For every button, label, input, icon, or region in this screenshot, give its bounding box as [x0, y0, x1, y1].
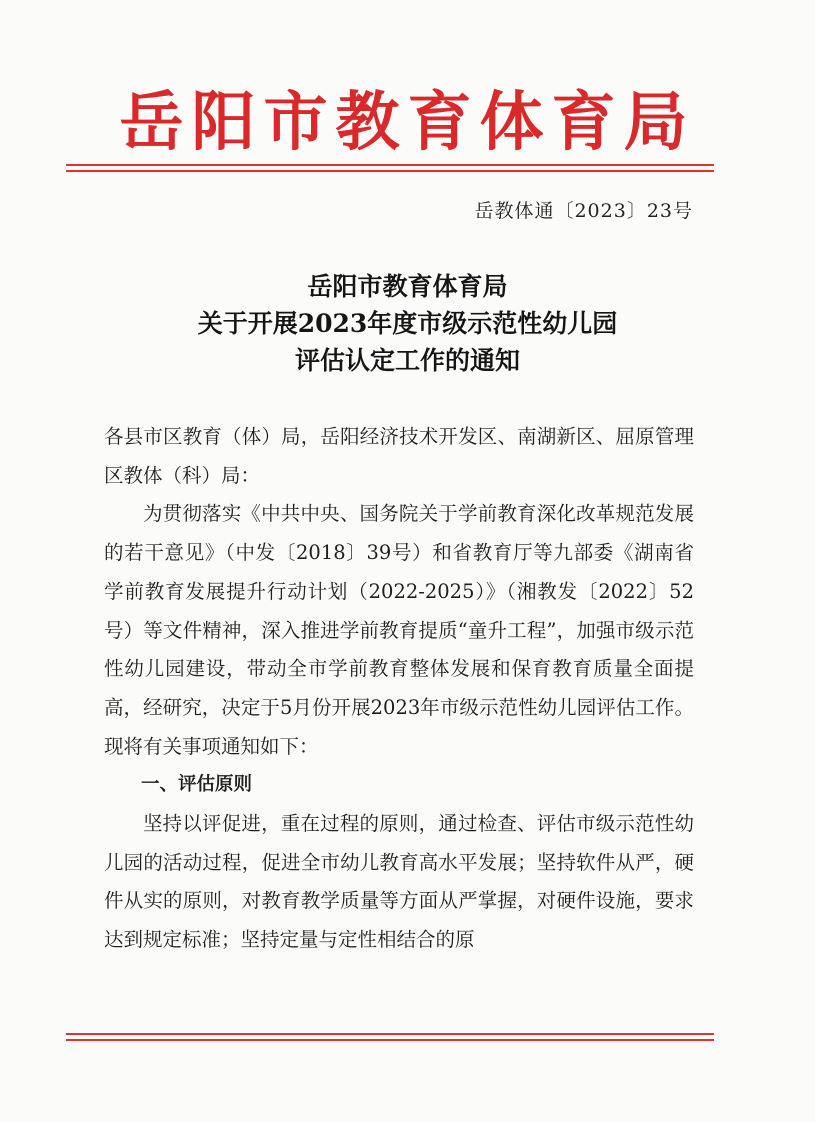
- salutation: 各县市区教育（体）局，岳阳经济技术开发区、南湖新区、屈原管理区教体（科）局：: [104, 425, 694, 487]
- paragraph-intro: 为贯彻落实《中共中央、国务院关于学前教育深化改革规范发展的若干意见》（中发〔2018〕39号）和省教育厅等九部委《湖南省学前教育发展提升行动计划（2022-2025）》（湘教发〔2022〕52号）等文件精神，深入推进学前教育提质“童升工程”，加强市级示范性幼儿园建设，带动全市学前教育整体发展和保育教育质量全面提高，经研究，决定于5月份开展2023年市级示范性幼儿园评估工作。现将有关事项通知如下：: [104, 502, 694, 758]
- masthead-rule-bottom: [66, 170, 714, 172]
- footer-rule-bottom: [66, 1039, 714, 1041]
- footer-rule-top: [66, 1033, 714, 1035]
- title-line-1: 岳阳市教育体育局: [307, 272, 508, 301]
- document-number: 岳教体通〔2023〕23号: [474, 200, 693, 222]
- masthead-rule-top: [66, 164, 714, 166]
- masthead-title: 岳阳市教育体育局: [119, 85, 696, 160]
- paragraph-principles: 坚持以评促进，重在过程的原则，通过检查、评估市级示范性幼儿园的活动过程，促进全市幼儿教育高水平发展；坚持软件从严，硬件从实的原则，对教育教学质量等方面从严掌握，对硬件设施，要求达到规定标准；坚持定量与定性相结合的原: [104, 812, 694, 952]
- title-line-2: 关于开展2023年度市级示范性幼儿园: [197, 309, 618, 338]
- document-body: [104, 418, 694, 960]
- title-line-3: 评估认定工作的通知: [294, 346, 520, 375]
- document-title: [0, 268, 815, 379]
- section-heading-1: 一、评估原则: [141, 774, 253, 796]
